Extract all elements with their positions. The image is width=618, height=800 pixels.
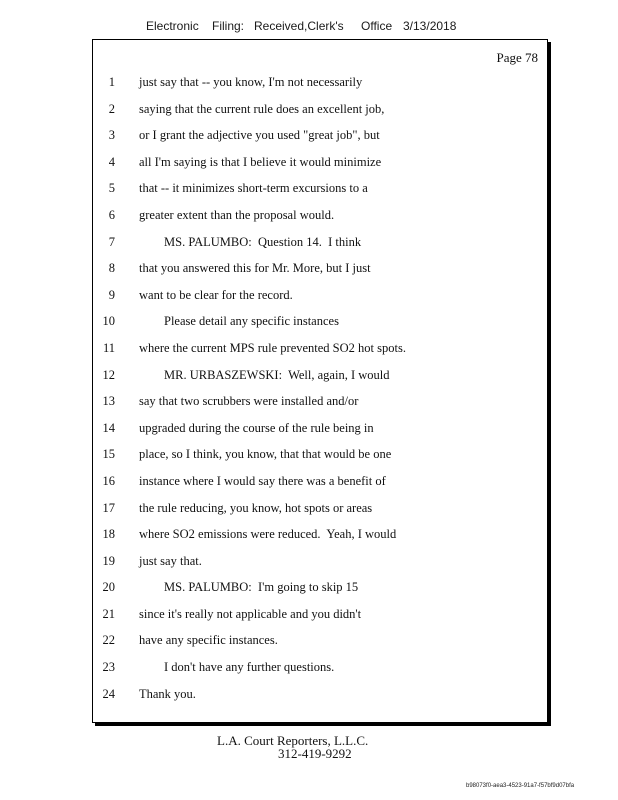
- transcript-line: [93, 75, 547, 102]
- transcript-line: [93, 554, 547, 581]
- transcript-line: [93, 261, 547, 288]
- transcript-line: [93, 501, 547, 528]
- filing-received: Received,Clerk's: [254, 19, 344, 33]
- line-text: saying that the current rule does an excellent job,: [139, 101, 385, 116]
- transcript-line: [93, 394, 547, 421]
- line-number: 16: [102, 473, 115, 488]
- transcript-line: [93, 687, 547, 714]
- transcript-line: [93, 235, 547, 262]
- transcript-line: [93, 368, 547, 395]
- transcript-line: [93, 607, 547, 634]
- line-number: 3: [108, 128, 115, 143]
- line-number: 5: [108, 181, 115, 196]
- filing-stamp-header: [0, 19, 618, 37]
- line-number: 23: [102, 660, 115, 675]
- court-reporter-phone: 312-419-9292: [278, 746, 352, 761]
- transcript-line: [93, 341, 547, 368]
- line-number: 12: [102, 367, 115, 382]
- line-number: 1: [108, 75, 115, 89]
- line-number: 10: [102, 314, 115, 329]
- transcript-line: [93, 102, 547, 129]
- line-text: just say that -- you know, I'm not necessarily: [139, 75, 363, 89]
- line-text: greater extent than the proposal would.: [139, 207, 335, 222]
- line-number: 7: [108, 234, 115, 249]
- filing-electronic: Electronic: [146, 19, 199, 33]
- transcript-line: [93, 181, 547, 208]
- transcript-line: [93, 660, 547, 687]
- transcript-line: [93, 580, 547, 607]
- line-text: want to be clear for the record.: [139, 287, 293, 302]
- line-text: place, so I think, you know, that that would be one: [139, 447, 392, 462]
- line-number: 22: [102, 633, 115, 648]
- line-text: MS. PALUMBO: Question 14. I think: [139, 234, 362, 249]
- transcript-frame: [92, 39, 548, 723]
- line-text: where SO2 emissions were reduced. Yeah, I would: [139, 527, 397, 542]
- transcript-line: [93, 633, 547, 660]
- transcript-lines: [93, 75, 547, 713]
- line-number: 6: [108, 207, 115, 222]
- transcript-line: [93, 208, 547, 235]
- line-number: 2: [108, 101, 115, 116]
- court-reporter-name: L.A. Court Reporters, L.L.C.: [217, 733, 369, 748]
- line-text: the rule reducing, you know, hot spots or areas: [139, 500, 373, 515]
- line-text: all I'm saying is that I believe it would minimize: [139, 154, 382, 169]
- line-number: 4: [108, 154, 115, 169]
- transcript-line: [93, 447, 547, 474]
- line-text: just say that.: [139, 553, 202, 568]
- line-text: where the current MPS rule prevented SO2 hot spots.: [139, 340, 406, 355]
- line-number: 11: [102, 340, 115, 355]
- line-text: or I grant the adjective you used "great job", but: [139, 128, 380, 143]
- line-text: Thank you.: [139, 686, 196, 701]
- filing-date: 3/13/2018: [403, 19, 457, 33]
- line-number: 15: [102, 447, 115, 462]
- line-number: 13: [102, 394, 115, 409]
- line-text: MR. URBASZEWSKI: Well, again, I would: [139, 367, 390, 382]
- line-text: upgraded during the course of the rule being in: [139, 420, 374, 435]
- line-number: 9: [108, 287, 115, 302]
- line-text: that -- it minimizes short-term excursions to a: [139, 181, 368, 196]
- line-text: MS. PALUMBO: I'm going to skip 15: [139, 580, 359, 595]
- transcript-line: [93, 288, 547, 315]
- filing-label: Filing:: [212, 19, 245, 33]
- line-number: 24: [102, 686, 115, 701]
- line-text: say that two scrubbers were installed and/or: [139, 394, 359, 409]
- line-number: 14: [102, 420, 115, 435]
- line-number: 17: [102, 500, 115, 515]
- line-text: Please detail any specific instances: [139, 314, 339, 329]
- line-text: instance where I would say there was a benefit of: [139, 473, 386, 488]
- line-number: 8: [108, 261, 115, 276]
- transcript-line: [93, 527, 547, 554]
- line-number: 18: [102, 527, 115, 542]
- line-text: I don't have any further questions.: [139, 660, 335, 675]
- line-number: 20: [102, 580, 115, 595]
- line-text: have any specific instances.: [139, 633, 278, 648]
- line-text: since it's really not applicable and you didn't: [139, 606, 362, 621]
- transcript-line: [93, 155, 547, 182]
- page-number: Page 78: [496, 50, 538, 65]
- filing-office: Office: [361, 19, 393, 33]
- document-id: b98073f0-aea3-4523-91a7-f57bf9d07bfa: [466, 783, 575, 789]
- line-number: 19: [102, 553, 115, 568]
- transcript-line: [93, 314, 547, 341]
- transcript-line: [93, 474, 547, 501]
- transcript-line: [93, 421, 547, 448]
- transcript-line: [93, 128, 547, 155]
- line-text: that you answered this for Mr. More, but I just: [139, 261, 371, 276]
- line-number: 21: [102, 606, 115, 621]
